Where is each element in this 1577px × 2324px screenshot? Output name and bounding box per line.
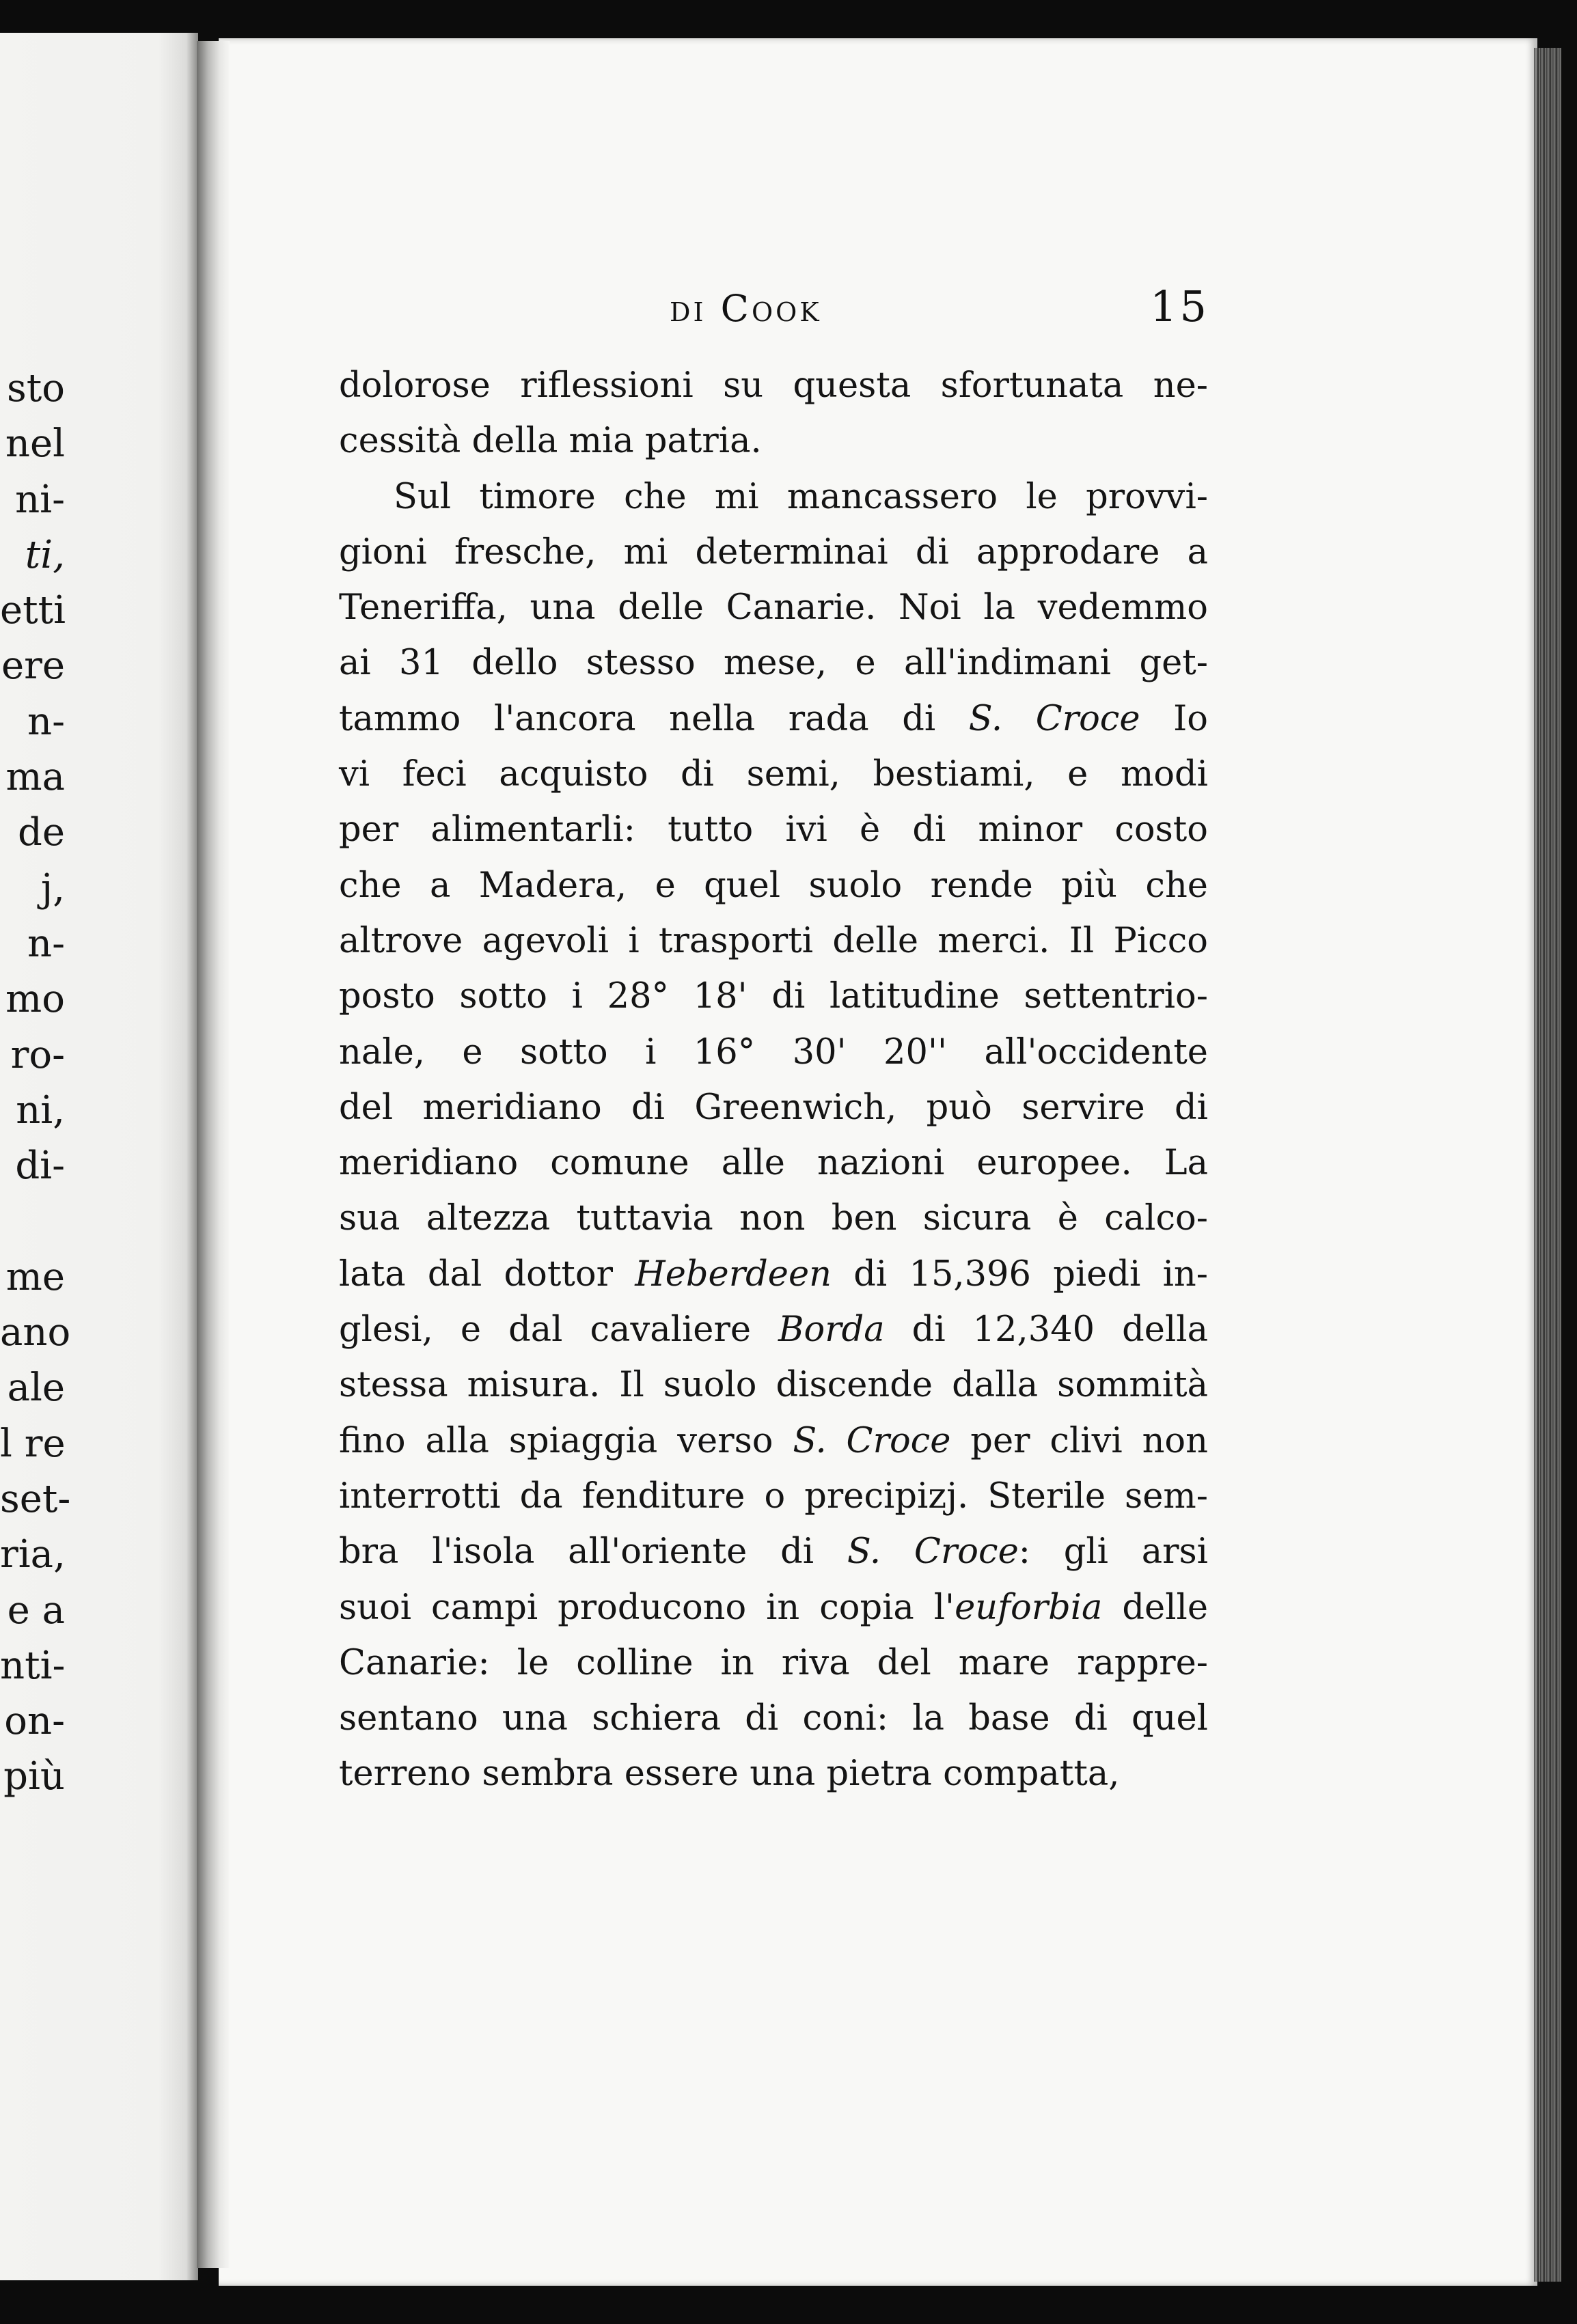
- text-line: meridiano comune alle nazioni europee. La: [339, 1143, 1208, 1184]
- left-fragment-line: on-: [4, 1699, 65, 1744]
- left-fragment-line: ni-: [15, 477, 65, 522]
- text-line: glesi, e dal cavaliere Borda di 12,340 della: [339, 1310, 1208, 1351]
- left-fragment-line: ere: [1, 644, 65, 689]
- left-fragment-line: n-: [27, 699, 65, 744]
- text-line: nale, e sotto i 16° 30' 20'' all'occidente: [339, 1032, 1208, 1073]
- text-line: bra l'isola all'oriente di S. Croce: gli arsi: [339, 1532, 1208, 1573]
- left-fragment-line: nel: [5, 421, 65, 467]
- text-line: sentano una schiera di coni: la base di quel: [339, 1698, 1208, 1739]
- page-number: 15: [1150, 281, 1209, 331]
- text-line: tammo l'ancora nella rada di S. Croce Io: [339, 698, 1209, 739]
- left-fragment-line: set-: [0, 1476, 71, 1521]
- text-line: fino alla spiaggia verso S. Croce per clivi non: [339, 1420, 1208, 1461]
- text-line: suoi campi producono in copia l'euforbia delle: [339, 1587, 1209, 1628]
- left-fragment-line: più: [3, 1754, 65, 1799]
- left-fragment-line: di-: [15, 1144, 65, 1189]
- left-facing-page: [0, 33, 198, 2280]
- page-edge-stack: [1534, 48, 1561, 2282]
- left-fragment-line: ro-: [10, 1032, 65, 1077]
- left-fragment-line: ria,: [0, 1532, 66, 1577]
- left-fragment-line: ale: [7, 1366, 65, 1411]
- text-line: sua altezza tuttavia non ben sicura è calco-: [339, 1198, 1208, 1239]
- left-fragment-line: l re: [0, 1421, 66, 1466]
- left-page-fragments: [0, 361, 71, 1805]
- text-line: del meridiano di Greenwich, può servire di: [339, 1087, 1208, 1128]
- text-line: stessa misura. Il suolo discende dalla sommità: [339, 1365, 1208, 1406]
- text-line: Canarie: le colline in riva del mare rappre-: [339, 1642, 1208, 1683]
- left-fragment-line: n-: [27, 921, 65, 966]
- running-head: [670, 281, 1209, 342]
- running-title: di Cook: [670, 287, 822, 330]
- text-line: altrove agevoli i trasporti delle merci. Il Picco: [339, 920, 1208, 961]
- text-line: vi feci acquisto di semi, bestiami, e modi: [339, 754, 1208, 795]
- body-text: [339, 358, 1208, 1802]
- text-line: dolorose riflessioni su questa sfortunata ne-: [339, 365, 1208, 406]
- left-fragment-line: e a: [7, 1588, 65, 1633]
- left-fragment-line: ano: [0, 1310, 71, 1355]
- left-fragment-line: nti-: [0, 1643, 66, 1688]
- text-line: interrotti da fenditure o precipizj. Sterile sem-: [339, 1476, 1208, 1517]
- text-line: posto sotto i 28° 18' di latitudine settentrio-: [339, 976, 1208, 1017]
- text-line: ai 31 dello stesso mese, e all'indimani get-: [339, 643, 1208, 684]
- text-line: Sul timore che mi mancassero le provvi-: [394, 476, 1208, 517]
- text-line: cessità della mia patria.: [339, 421, 762, 462]
- text-line: Teneriffa, una delle Canarie. Noi la vedemmo: [339, 587, 1208, 628]
- left-fragment-line: [0, 1193, 65, 1249]
- text-line: gioni fresche, mi determinai di approdare a: [339, 531, 1208, 572]
- left-fragment-line: j,: [40, 866, 65, 911]
- text-line: che a Madera, e quel suolo rende più che: [339, 865, 1208, 906]
- left-fragment-line: de: [18, 810, 65, 855]
- left-fragment-line: me: [5, 1254, 65, 1299]
- left-fragment-line: sto: [7, 366, 65, 411]
- text-line: lata dal dottor Heberdeen di 15,396 piedi in-: [339, 1254, 1208, 1295]
- text-line: terreno sembra essere una pietra compatta,: [339, 1754, 1120, 1795]
- text-line: per alimentarli: tutto ivi è di minor costo: [339, 810, 1208, 850]
- book-gutter: [197, 41, 230, 2268]
- left-fragment-line: etti: [0, 588, 66, 633]
- left-fragment-line: mo: [5, 977, 65, 1022]
- left-fragment-line: ni,: [16, 1088, 65, 1133]
- left-fragment-line: ti,: [25, 532, 65, 577]
- left-fragment-line: ma: [5, 755, 65, 800]
